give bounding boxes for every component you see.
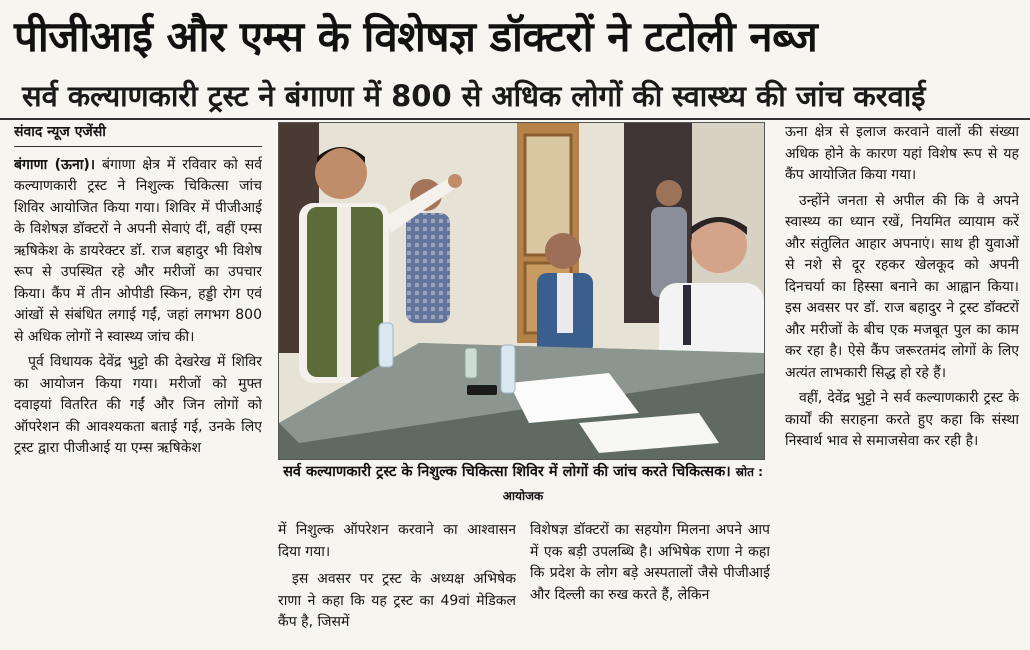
paragraph: ऊना क्षेत्र से इलाज करवाने वालों की संख्या अधिक होने के कारण यहां विशेष रूप से यह कैंप आयोजित किया गया। <box>785 124 1019 183</box>
paragraph-text: बंगाणा क्षेत्र में रविवार को सर्व कल्याणकारी ट्रस्ट ने निशुल्क चिकित्सा जांच शिविर आयोजित किया गया। शिविर में पीजीआई के विशेषज्ञ डॉक्टरों ने अपनी सेवाएं दीं, वहीं एम्स ऋषिकेश के डायरेक्टर डॉ. राज बहादुर भी विशेष रूप से उपस्थित रहे और मरीजों का उपचार किया। कैंप में तीन ओपीडी स्किन, हड्डी रोग एवं आंखों से संबंधित लगाई गईं, जहां लगभग 800 से अधिक लोगों ने स्वास्थ्य जांच की। <box>14 156 262 345</box>
paragraph: इस अवसर पर ट्रस्ट के अध्यक्ष अभिषेक राणा ने कहा कि यह ट्रस्ट का 49वां मेडिकल कैंप है, जिसमें <box>278 571 516 630</box>
article-column-1 <box>14 122 262 650</box>
byline: संवाद न्यूज एजेंसी <box>14 124 106 140</box>
caption-text: सर्व कल्याणकारी ट्रस्ट के निशुल्क चिकित्सा शिविर में लोगों की जांच करते चिकित्सक। <box>283 464 731 480</box>
paragraph: में निशुल्क ऑपरेशन करवाने का आश्वासन दिया गया। <box>278 522 516 560</box>
article-column-4 <box>785 122 1019 650</box>
article-photo <box>278 122 765 460</box>
doctors-camp-photo <box>279 123 764 459</box>
photo-caption <box>278 460 768 516</box>
header-rule <box>0 118 1030 120</box>
paragraph: वहीं, देवेंद्र भुट्टो ने सर्व कल्याणकारी ट्रस्ट के कार्यों की सराहना करते हुए कहा कि संस्था निस्वार्थ भाव से समाजसेवा कर रही है। <box>785 390 1019 449</box>
paragraph <box>14 155 262 349</box>
paragraph: पूर्व विधायक देवेंद्र भुट्टो की देखरेख में शिविर का आयोजन किया गया। मरीजों को मुफ्त दवाइयां वितरित की गईं और जिन लोगों को ऑपरेशन की आवश्यकता बताई गई, उनके लिए ट्रस्ट द्वारा पीजीआई या एम्स ऋषिकेश <box>14 354 262 456</box>
dateline: बंगाणा (ऊना)। <box>14 156 96 173</box>
headline: पीजीआई और एम्स के विशेषज्ञ डॉक्टरों ने टटोली नब्ज <box>14 12 818 61</box>
paragraph: उन्होंने जनता से अपील की कि वे अपने स्वास्थ्य का ध्यान रखें, नियमित व्यायाम करें और संतुलित आहार अपनाएं। साथ ही युवाओं से नशे से दूर रहकर खेलकूद को अपनी दिनचर्या का हिस्सा बनाने का आह्वान किया। इस अवसर पर डॉ. राज बहादुर ने ट्रस्ट डॉक्टरों और मरीजों के बीच एक मजबूत पुल का काम कर रहा है। ऐसे कैंप जरूरतमंद लोगों के लिए अत्यंत लाभकारी सिद्ध हो रहे हैं। <box>785 192 1019 381</box>
article-column-2 <box>278 520 516 650</box>
byline-rule <box>14 146 262 147</box>
photo-source: स्रोत : आयोजक <box>502 465 763 503</box>
article-column-3 <box>530 520 770 650</box>
subheadline: सर्व कल्याणकारी ट्रस्ट ने बंगाणा में 800 से अधिक लोगों की स्वास्थ्य की जांच करवाई <box>22 79 926 113</box>
paragraph: विशेषज्ञ डॉक्टरों का सहयोग मिलना अपने आप में एक बड़ी उपलब्धि है। अभिषेक राणा ने कहा कि प्रदेश के लोग बड़े अस्पतालों जैसे पीजीआई और दिल्ली का रुख करते हैं, लेकिन <box>530 522 770 603</box>
